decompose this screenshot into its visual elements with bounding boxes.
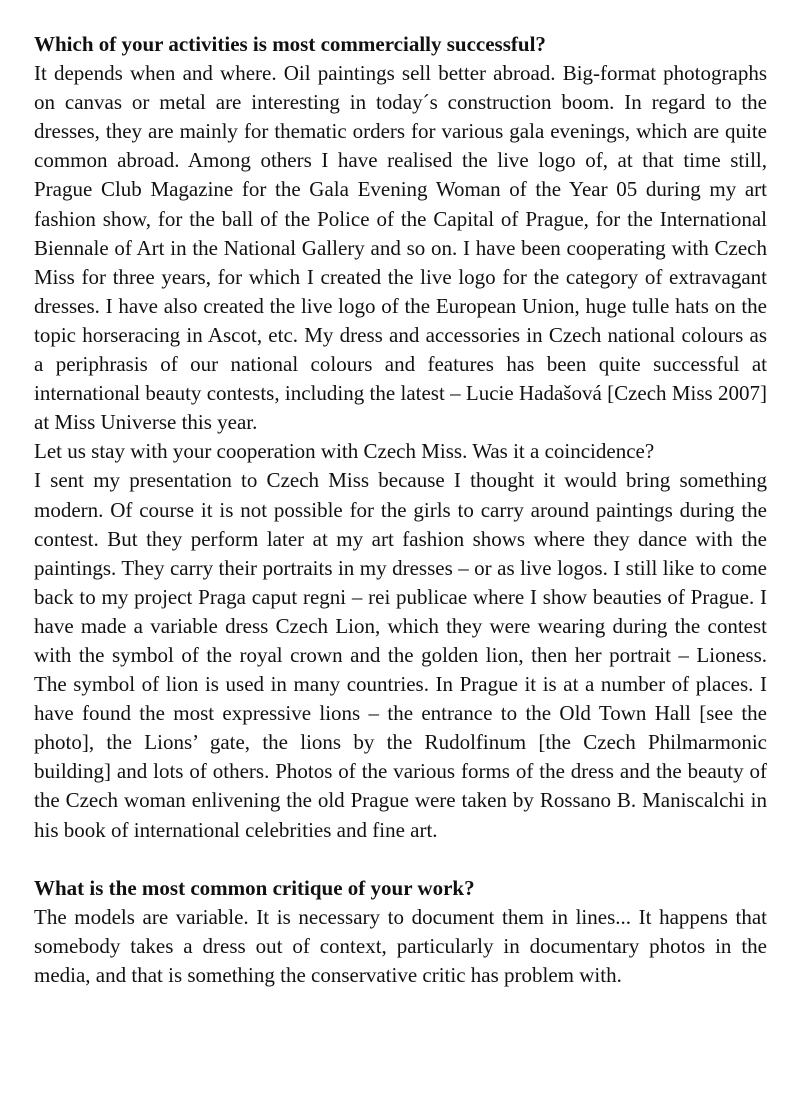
question-heading: Which of your activities is most commercially successful? bbox=[34, 32, 546, 56]
answer-paragraph: The models are variable. It is necessary to document them in lines... It happens that somebody takes a dress out of context, particularly in documentary photos in the media, and that is something the conservative critic has problem with. bbox=[34, 904, 767, 987]
answer-paragraph: It depends when and where. Oil paintings sell better abroad. Big-format photographs on canvas or metal are interesting in today´s construction boom. In regard to the dresses, they are mainly for thematic orders for various gala evenings, which are quite common abroad. Among others I have realised the live logo of, at that time still, Prague Club Magazine for the Gala Evening Woman of the Year 05 during my art fashion show, for the ball of the Police of the Capital of Prague, for the International Biennale of Art in the National Gallery and so on. I have been cooperating with Czech Miss for three years, for which I created the live logo for the category of extravagant dresses. I have also created the live logo of the European Union, huge tulle hats on the topic horseracing in Ascot, etc. My dress and accessories in Czech national colours as a periphrasis of our national colours and features has been quite successful at international beauty contests, including the latest – Lucie Hadašová [Czech Miss 2007] at Miss Universe this year. bbox=[34, 61, 767, 435]
article-page bbox=[34, 30, 767, 990]
paragraph-spacer bbox=[34, 845, 767, 874]
question-heading: What is the most common critique of your work? bbox=[34, 875, 475, 900]
question-line: Let us stay with your cooperation with Czech Miss. Was it a coincidence? bbox=[34, 439, 655, 464]
answer-paragraph: I sent my presentation to Czech Miss because I thought it would bring something modern. Of course it is not possible for the girls to carry around paintings during the contest. But they perform later at my art fashion shows where they dance with the paintings. They carry their portraits in my dresses – or as live logos. I still like to come back to my project Praga caput regni – rei publicae where I show beauties of Prague. I have made a variable dress Czech Lion, which they were wearing during the contest with the symbol of the royal crown and the golden lion, then her portrait – Lioness. The symbol of lion is used in many countries. In Prague it is at a number of places. I have found the most expressive lions – the entrance to the Old Town Hall [see the photo], the Lions’ gate, the lions by the Rudolfinum [the Czech Philmarmonic building] and lots of others. Photos of the various forms of the dress and the beauty of the Czech woman enlivening the old Prague were taken by Rossano B. Maniscalchi in his book of international celebrities and fine art. bbox=[34, 468, 767, 842]
